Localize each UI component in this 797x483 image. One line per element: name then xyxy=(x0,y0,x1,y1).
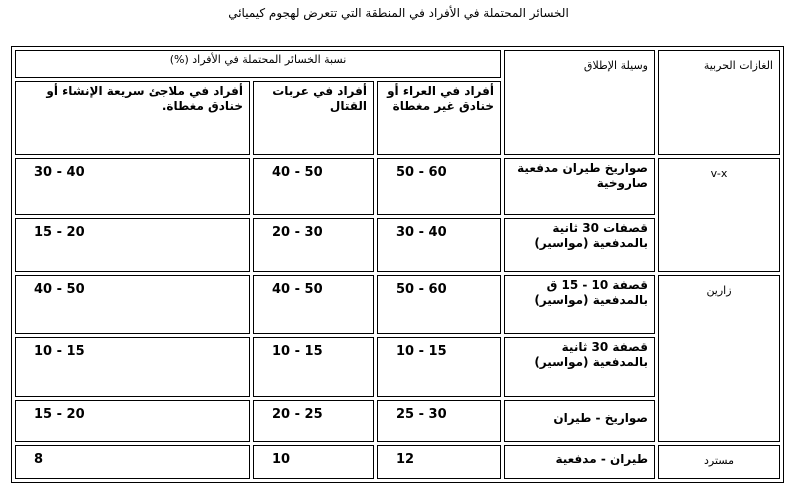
header-gas: الغازات الحربية xyxy=(658,50,780,155)
table-row xyxy=(15,158,780,215)
vehicles-value: 20 - 25 xyxy=(253,400,374,442)
vehicles-value: 40 - 50 xyxy=(253,158,374,215)
delivery-method-cell: صواريخ طيران مدفعية صاروخية xyxy=(504,158,655,215)
page-title: الخسائر المحتملة في الأفراد في المنطقة التي تتعرض لهجوم كيميائي xyxy=(228,6,569,20)
open-field-value: 25 - 30 xyxy=(377,400,501,442)
header-method: وسيلة الإطلاق xyxy=(504,50,655,155)
header-combat-vehicles: أفراد في عربات القتال xyxy=(253,81,374,155)
shelters-value: 30 - 40 xyxy=(15,158,250,215)
open-field-value: 10 - 15 xyxy=(377,337,501,397)
gas-name-cell: زارين xyxy=(658,275,780,442)
gas-name-cell: مسترد xyxy=(658,445,780,479)
open-field-value: 50 - 60 xyxy=(377,275,501,334)
delivery-method-cell: قصفة 30 ثانية بالمدفعية (مواسير) xyxy=(504,337,655,397)
open-field-value: 12 xyxy=(377,445,501,479)
delivery-method-cell: طيران - مدفعية xyxy=(504,445,655,479)
shelters-value: 8 xyxy=(15,445,250,479)
table-row xyxy=(15,445,780,479)
vehicles-value: 10 - 15 xyxy=(253,337,374,397)
delivery-method-cell: قصفات 30 ثانية بالمدفعية (مواسير) xyxy=(504,218,655,272)
shelters-value: 15 - 20 xyxy=(15,218,250,272)
shelters-value: 10 - 15 xyxy=(15,337,250,397)
open-field-value: 50 - 60 xyxy=(377,158,501,215)
header-open-field: أفراد في العراء أو خنادق غير مغطاة xyxy=(377,81,501,155)
header-loss-percentage: نسبة الخسائر المحتملة في الأفراد (%) xyxy=(15,50,501,78)
vehicles-value: 40 - 50 xyxy=(253,275,374,334)
delivery-method-cell: قصفة 10 - 15 ق بالمدفعية (مواسير) xyxy=(504,275,655,334)
shelters-value: 15 - 20 xyxy=(15,400,250,442)
shelters-value: 40 - 50 xyxy=(15,275,250,334)
delivery-method-cell: صواريخ - طيران xyxy=(504,400,655,442)
vehicles-value: 20 - 30 xyxy=(253,218,374,272)
gas-name-cell: v-x xyxy=(658,158,780,272)
vehicles-value: 10 xyxy=(253,445,374,479)
open-field-value: 30 - 40 xyxy=(377,218,501,272)
header-shelters: أفراد في ملاجئ سريعة الإنشاء أو خنادق مغطاة. xyxy=(15,81,250,155)
table-row xyxy=(15,275,780,334)
casualties-table xyxy=(11,46,784,483)
